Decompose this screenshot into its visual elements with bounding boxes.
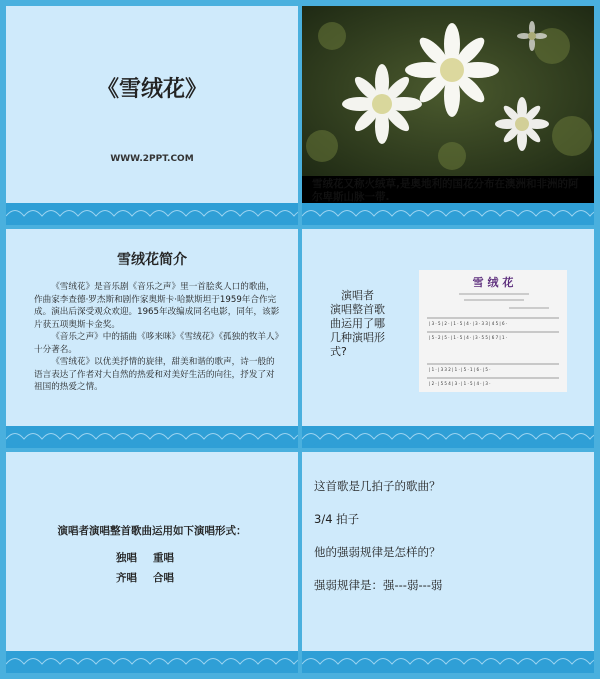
svg-text:| 5 · 2 | 5 · | 1 · 5 | 4 ·: | 5 · 2 | 5 · | 1 · 5 | 4 · | 3 · 5 5 | 6 7 | 1 ·: [429, 335, 508, 340]
slide-meter-questions[interactable]: [302, 452, 594, 673]
pattern-answer: 强弱规律是：强---弱---弱: [314, 578, 443, 592]
intro-paragraph: 《雪绒花》是音乐剧《音乐之声》里一首脍炙人口的歌曲，作曲家李查德·罗杰斯和剧作家奥斯卡·哈默斯坦于1959年合作完成。演出后深受观众欢迎。1965年改编成同名电影，同年，该影片获五项奥斯卡金奖。: [34, 282, 280, 330]
question-line: 曲运用了哪: [330, 317, 385, 330]
wave-decoration: [302, 426, 594, 448]
wave-decoration: [302, 651, 594, 673]
intro-body: [34, 281, 280, 394]
sheet-music-image: [419, 270, 567, 392]
svg-text:| 2 · | 5 5 4 | 3 · | 1 · 5: | 2 · | 5 5 4 | 3 · | 1 · 5 | 4 · | 3 ·: [429, 381, 491, 386]
site-url: WWW.2PPT.COM: [110, 154, 194, 164]
question-line: 演唱整首歌: [330, 303, 385, 316]
slide-singing-forms-question[interactable]: [302, 229, 594, 448]
meter-answer: 3/4 拍子: [314, 512, 360, 526]
slide-title[interactable]: [6, 6, 298, 225]
question-line: 演唱者: [341, 289, 374, 302]
forms-heading: 演唱者演唱整首歌曲运用如下演唱形式：: [57, 525, 247, 537]
question-text: [330, 289, 392, 359]
pattern-question: 他的强弱规律是怎样的？: [314, 545, 441, 559]
forms-row: [116, 568, 216, 588]
slide-singing-forms-answer[interactable]: [6, 452, 298, 673]
question-line: 式?: [330, 345, 347, 358]
question-line: 几种演唱形: [330, 331, 385, 344]
intro-paragraph: 《音乐之声》中的插曲《哆来咪》《雪绒花》《孤独的牧羊人》十分著名。: [34, 332, 279, 355]
form-item: 合唱: [153, 572, 174, 584]
wave-decoration: [302, 203, 594, 225]
form-item: 重唱: [153, 552, 174, 564]
slide-flower-photo[interactable]: [302, 6, 594, 225]
meter-question: 这首歌是几拍子的歌曲？: [314, 479, 441, 493]
svg-text:| 1 · | 3 3 2 | 1 · | 5 · 1: | 1 · | 3 3 2 | 1 · | 5 · 1 | 6 · | 5 ·: [429, 367, 491, 372]
svg-text:| 3 · 5 | 2 · | 1 · 5 | 4 ·: | 3 · 5 | 2 · | 1 · 5 | 4 · | 3 · 3 3 | 4 5 | 6 ·: [429, 321, 508, 326]
forms-row: [116, 548, 216, 568]
wave-decoration: [6, 203, 298, 225]
sheet-music-title: 雪 绒 花: [472, 276, 514, 289]
edelweiss-photo: [302, 6, 594, 176]
form-item: 独唱: [116, 552, 137, 564]
flower-caption: 雪绒花又称火绒草,是奥地利的国花分布在澳洲和非洲的阿尔卑斯山脉一带.: [312, 178, 579, 203]
form-item: 齐唱: [116, 572, 137, 584]
wave-decoration: [6, 651, 298, 673]
wave-decoration: [6, 426, 298, 448]
forms-list: [116, 548, 216, 588]
slide-introduction[interactable]: [6, 229, 298, 448]
slide-title-heading: 《雪绒花》: [96, 77, 207, 102]
meter-qa: [314, 478, 584, 610]
intro-heading: 雪绒花简介: [117, 252, 187, 268]
intro-paragraph: 《雪绒花》以优美抒情的旋律，甜美和谐的歌声，诗一般的语言表达了作者对大自然的热爱和对美好生活的向往，抒发了对祖国的热爱之情。: [34, 357, 275, 392]
